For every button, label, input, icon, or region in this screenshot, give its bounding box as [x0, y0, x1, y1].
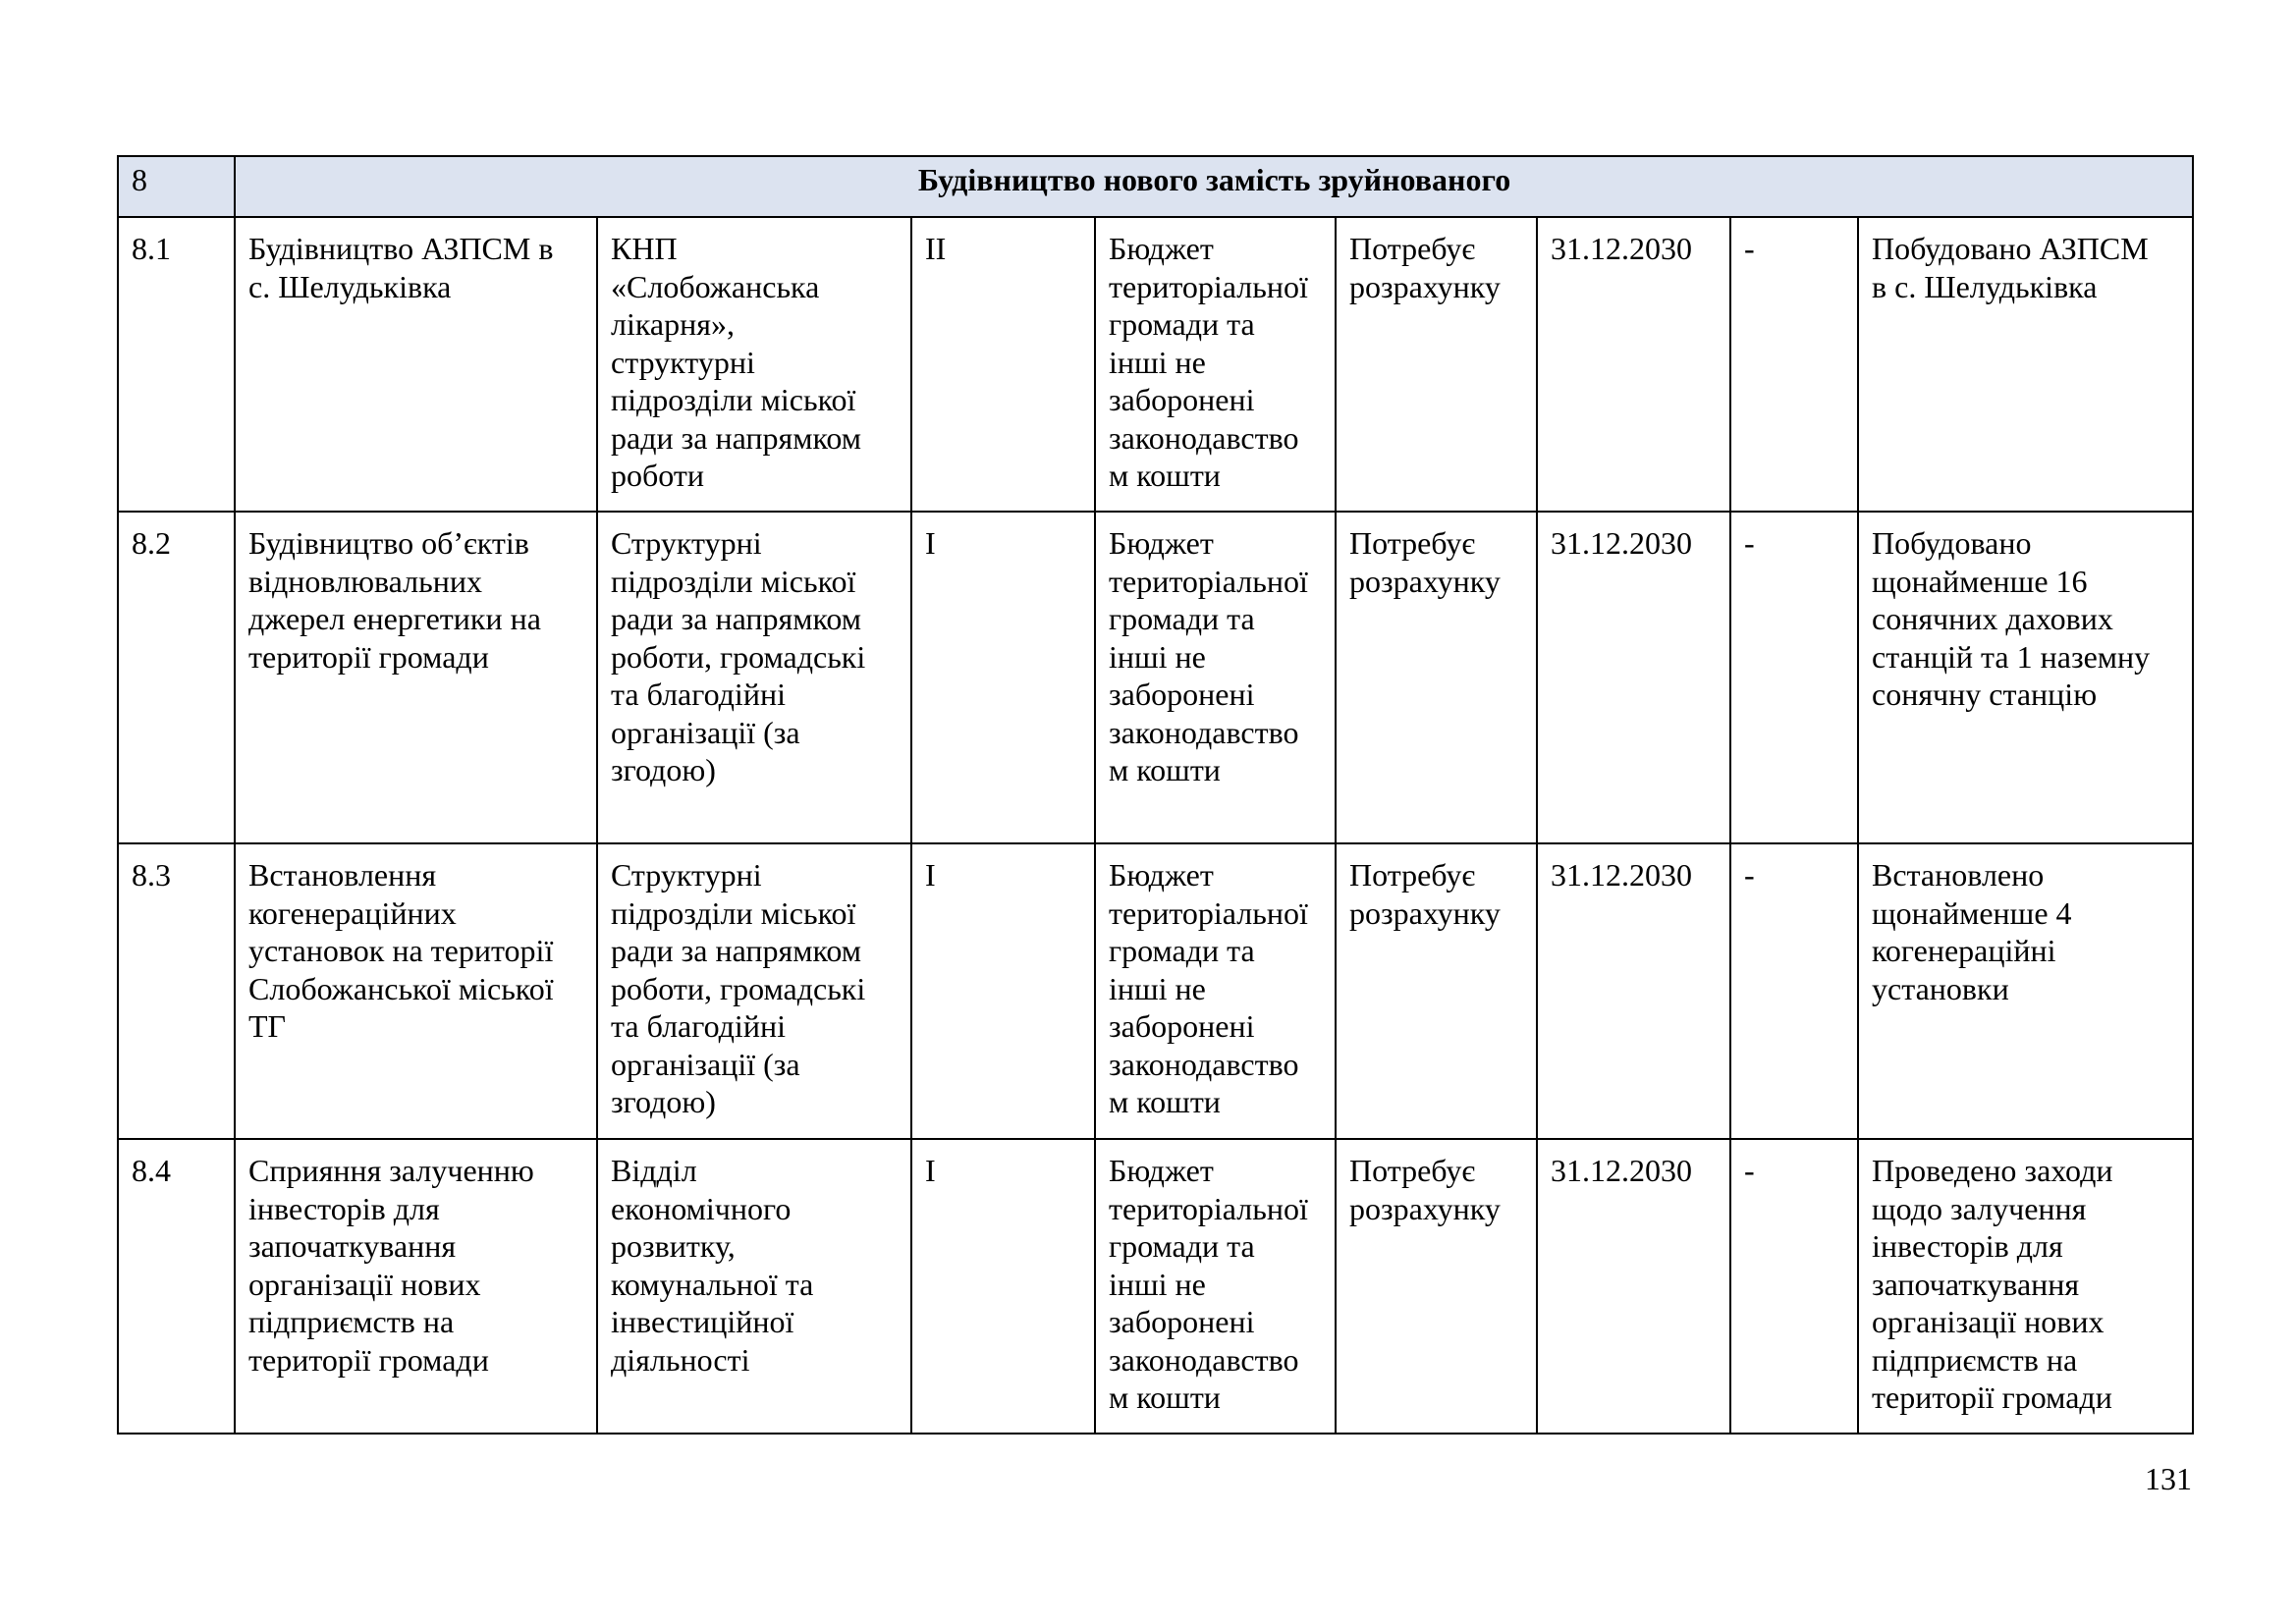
deadline-cell: 31.12.2030 [1537, 217, 1730, 512]
section-number: 8 [118, 156, 235, 217]
extra-cell: - [1730, 217, 1858, 512]
funding-source-cell: Бюджет територіальної громади та інші не заборонені законодавство м кошти [1095, 217, 1336, 512]
section-header-row [118, 156, 2193, 217]
funding-source-cell: Бюджет територіальної громади та інші не заборонені законодавство м кошти [1095, 1139, 1336, 1434]
page-number: 131 [2145, 1461, 2192, 1496]
result-cell: Встановлено щонайменше 4 когенераційні установки [1858, 843, 2193, 1139]
row-number: 8.4 [118, 1139, 235, 1434]
priority-cell: I [911, 1139, 1095, 1434]
row-number: 8.2 [118, 512, 235, 843]
result-cell: Побудовано щонайменше 16 сонячних дахових станцій та 1 наземну сонячну станцію [1858, 512, 2193, 843]
table-row [118, 217, 2193, 512]
responsible-cell: Структурні підрозділи міської ради за напрямком роботи, громадські та благодійні організації (за згодою) [597, 843, 911, 1139]
measure-cell: Сприяння залученню інвесторів для започаткування організації нових підприємств на території громади [235, 1139, 597, 1434]
table-row [118, 843, 2193, 1139]
row-number: 8.1 [118, 217, 235, 512]
funding-amount-cell: Потребує розрахунку [1336, 1139, 1537, 1434]
funding-amount-cell: Потребує розрахунку [1336, 843, 1537, 1139]
table-row [118, 512, 2193, 843]
result-cell: Побудовано АЗПСМ в с. Шелудьківка [1858, 217, 2193, 512]
extra-cell: - [1730, 843, 1858, 1139]
funding-amount-cell: Потребує розрахунку [1336, 217, 1537, 512]
measure-cell: Будівництво АЗПСМ в с. Шелудьківка [235, 217, 597, 512]
priority-cell: I [911, 843, 1095, 1139]
row-number: 8.3 [118, 843, 235, 1139]
extra-cell: - [1730, 512, 1858, 843]
funding-source-cell: Бюджет територіальної громади та інші не заборонені законодавство м кошти [1095, 512, 1336, 843]
priority-cell: II [911, 217, 1095, 512]
table-row [118, 1139, 2193, 1434]
responsible-cell: Структурні підрозділи міської ради за напрямком роботи, громадські та благодійні організації (за згодою) [597, 512, 911, 843]
funding-amount-cell: Потребує розрахунку [1336, 512, 1537, 843]
measure-cell: Встановлення когенераційних установок на території Слобожанської міської ТГ [235, 843, 597, 1139]
measure-cell: Будівництво об’єктів відновлювальних джерел енергетики на території громади [235, 512, 597, 843]
funding-source-cell: Бюджет територіальної громади та інші не заборонені законодавство м кошти [1095, 843, 1336, 1139]
responsible-cell: Відділ економічного розвитку, комунальної та інвестиційної діяльності [597, 1139, 911, 1434]
deadline-cell: 31.12.2030 [1537, 1139, 1730, 1434]
section-title: Будівництво нового замість зруйнованого [235, 156, 2193, 217]
extra-cell: - [1730, 1139, 1858, 1434]
priority-cell: I [911, 512, 1095, 843]
responsible-cell: КНП «Слобожанська лікарня», структурні підрозділи міської ради за напрямком роботи [597, 217, 911, 512]
deadline-cell: 31.12.2030 [1537, 512, 1730, 843]
action-plan-table [117, 155, 2194, 1435]
result-cell: Проведено заходи щодо залучення інвесторів для започаткування організації нових підприємств на території громади [1858, 1139, 2193, 1434]
deadline-cell: 31.12.2030 [1537, 843, 1730, 1139]
